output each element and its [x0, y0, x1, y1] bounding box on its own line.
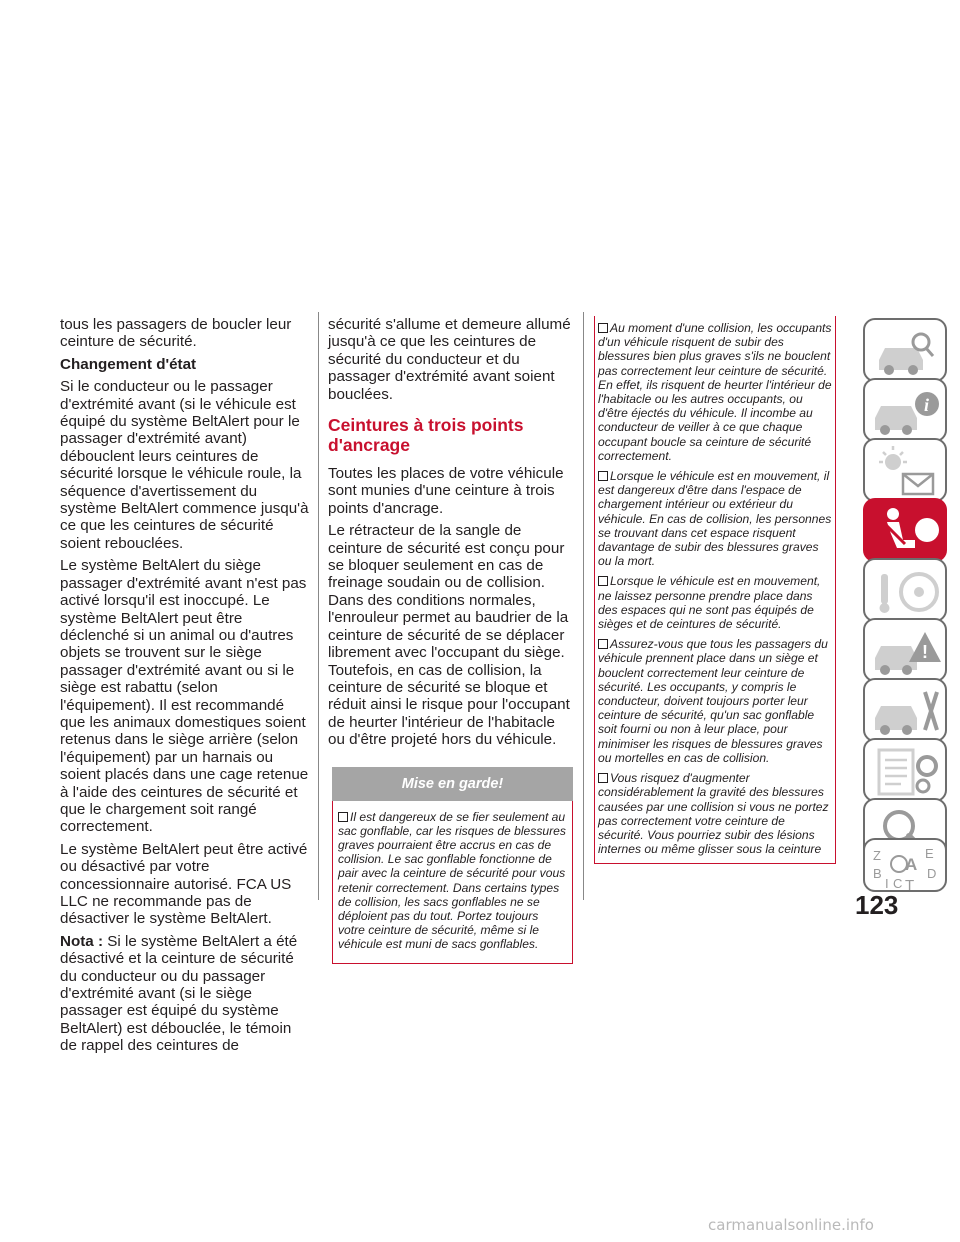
tab-specifications[interactable]	[863, 738, 947, 802]
car-info-icon	[865, 380, 949, 444]
steering-key-icon	[865, 560, 949, 624]
checkbox-bullet-icon	[598, 323, 608, 333]
warning-item: Vous risquez d'augmenter considérablement la gravité des blessures causées par une collision si vous ne portez pas correctement votre ceinture de sécurité. Vous pourriez subir des lésions internes ou même glisser sous la ceinture	[598, 771, 829, 857]
tab-car-warning[interactable]	[863, 618, 947, 682]
paragraph: tous les passagers de boucler leur ceinture de sécurité.	[60, 316, 292, 351]
warning-continuation-box	[594, 316, 836, 864]
index-icon	[865, 840, 949, 894]
section-title: Ceintures à trois points d'ancrage	[328, 415, 524, 456]
warning-lights-icon	[865, 440, 949, 504]
car-warning-icon	[865, 620, 949, 684]
tab-airbag-seatbelt[interactable]	[863, 498, 947, 562]
column-2	[328, 316, 573, 964]
column-3	[594, 316, 836, 864]
svg-text:C: C	[893, 876, 903, 891]
column-divider	[318, 312, 319, 900]
svg-text:D: D	[927, 866, 937, 881]
column-1	[60, 316, 310, 1060]
warning-item: Au moment d'une collision, les occupants d'un véhicule risquent de subir des blessures bien plus graves s'ils ne bouclent pas correctement leur ceinture de sécurité. En effet, ils risquent de heurter l'intérieur de l'habitacle ou les autres occupants, ou d'être éjectés du véhicule. Il incombe au conducteur de veiller à ce que chaque occupant boucle sa ceinture de sécurité correctement.	[598, 321, 832, 463]
svg-text:!: !	[922, 642, 928, 662]
tab-car-search[interactable]	[863, 318, 947, 382]
car-service-icon	[865, 680, 949, 744]
svg-text:A: A	[905, 855, 918, 874]
warning-item: Lorsque le véhicule est en mouvement, il est dangereux d'être dans l'espace de chargement intérieur ou extérieur du véhicule. En cas de collision, les personnes se trouvant dans cet espace risquent davantage de subir des blessures graves ou la mort.	[598, 469, 832, 569]
paragraph: Si le conducteur ou le passager d'extrémité avant (si le véhicule est équipé du système BeltAlert pour le passager d'extrémité avant) débouclent leurs ceintures de sécurité lorsque le véhicule roule, la séquence d'avertissement du système BeltAlert commence jusqu'à ce que les ceintures de sécurité soient rebouclées.	[60, 378, 309, 552]
nota-label: Nota :	[60, 932, 104, 950]
warning-item: Assurez-vous que tous les passagers du véhicule prennent place dans un siège et bouclent correctement leur ceinture de sécurité. Les occupants, y compris le conducteur, doivent toujours porter leur ceinture de sécurité, qu'un sac gonflable soit fourni ou non à leur place, pour minimiser les risques de blessures graves ou mortelles en cas de collision.	[598, 637, 828, 765]
tab-warning-lights[interactable]	[863, 438, 947, 502]
nota-text: Si le système BeltAlert a été désactivé et la ceinture de sécurité du conducteur ou du passager d'extrémité avant (si le siège passager est équipé du système BeltAlert) est débouclée, le témoin de rappel des ceintures de	[60, 932, 298, 1055]
checkbox-bullet-icon	[598, 639, 608, 649]
column-divider	[583, 312, 584, 900]
airbag-seatbelt-icon	[865, 500, 949, 564]
svg-text:B: B	[873, 866, 882, 881]
page-number: 123	[855, 890, 899, 920]
watermark: carmanualsonline.info	[708, 1216, 874, 1234]
paragraph: Le rétracteur de la sangle de ceinture de sécurité est conçu pour se bloquer seulement en cas de freinage soudain ou de collision. Dans des conditions normales, l'enrouleur permet au baudrier de la ceinture de sécurité de se déplacer librement avec l'occupant du siège. Toutefois, en cas de collision, la ceinture de sécurité se bloque et réduit ainsi le risque pour l'occupant de heurter l'intérieur de l'habitacle ou d'être projeté hors du véhicule.	[328, 522, 570, 749]
checkbox-bullet-icon	[598, 471, 608, 481]
svg-text:I: I	[885, 876, 889, 891]
paragraph: Toutes les places de votre véhicule sont munies d'une ceinture à trois points d'ancrage.	[328, 465, 564, 517]
svg-text:i: i	[924, 395, 930, 415]
paragraph: Le système BeltAlert du siège passager d'extrémité avant n'est pas activé lorsqu'il est inoccupé. Le système BeltAlert peut être déclenché si un animal ou d'autres objets se trouvent sur le siège passager d'extrémité avant ou si le siège est rabattu (selon l'équipement). Il est recommandé que les animaux domestiques soient retenus dans le siège arrière (selon l'équipement) par un harnais ou soient placés dans une cage retenue à l'aide des ceintures de sécurité et que le chargement soit rangé correctement.	[60, 557, 309, 836]
svg-text:T: T	[905, 877, 915, 894]
nota-paragraph	[60, 933, 310, 1055]
paragraph: Le système BeltAlert peut être activé ou désactivé par votre concessionnaire autorisé. FCA US LLC ne recommande pas de désactiver le système BeltAlert.	[60, 840, 308, 928]
warning-item: Il est dangereux de se fier seulement au sac gonflable, car les risques de blessures graves pourraient être accrus en cas de collision. Le sac gonflable fonctionne de pair avec la ceinture de sécurité pour vous retenir correctement. Dans certains types de collision, les sacs gonflables ne se déploient pas du tout. Portez toujours votre ceinture de sécurité, même si le véhicule est muni de sacs gonflables.	[338, 809, 566, 952]
car-search-icon	[865, 320, 949, 384]
tab-index[interactable]	[863, 838, 947, 892]
svg-text:E: E	[925, 846, 934, 861]
tab-steering-key[interactable]	[863, 558, 947, 622]
tab-car-info[interactable]	[863, 378, 947, 442]
warning-box	[332, 801, 573, 964]
subheading-changement-etat: Changement d'état	[60, 355, 197, 373]
specifications-icon	[865, 740, 949, 804]
warning-header: Mise en garde!	[332, 767, 573, 801]
tab-car-service[interactable]	[863, 678, 947, 742]
svg-text:Z: Z	[873, 848, 881, 863]
warning-item: Lorsque le véhicule est en mouvement, ne laissez personne prendre place dans des espaces qui ne sont pas équipés de sièges et de ceintures de sécurité.	[598, 574, 821, 632]
checkbox-bullet-icon	[598, 773, 608, 783]
checkbox-bullet-icon	[338, 812, 348, 822]
paragraph: sécurité s'allume et demeure allumé jusqu'à ce que les ceintures de sécurité du conducteur et du passager d'extrémité avant soient bouclées.	[328, 316, 571, 403]
checkbox-bullet-icon	[598, 576, 608, 586]
